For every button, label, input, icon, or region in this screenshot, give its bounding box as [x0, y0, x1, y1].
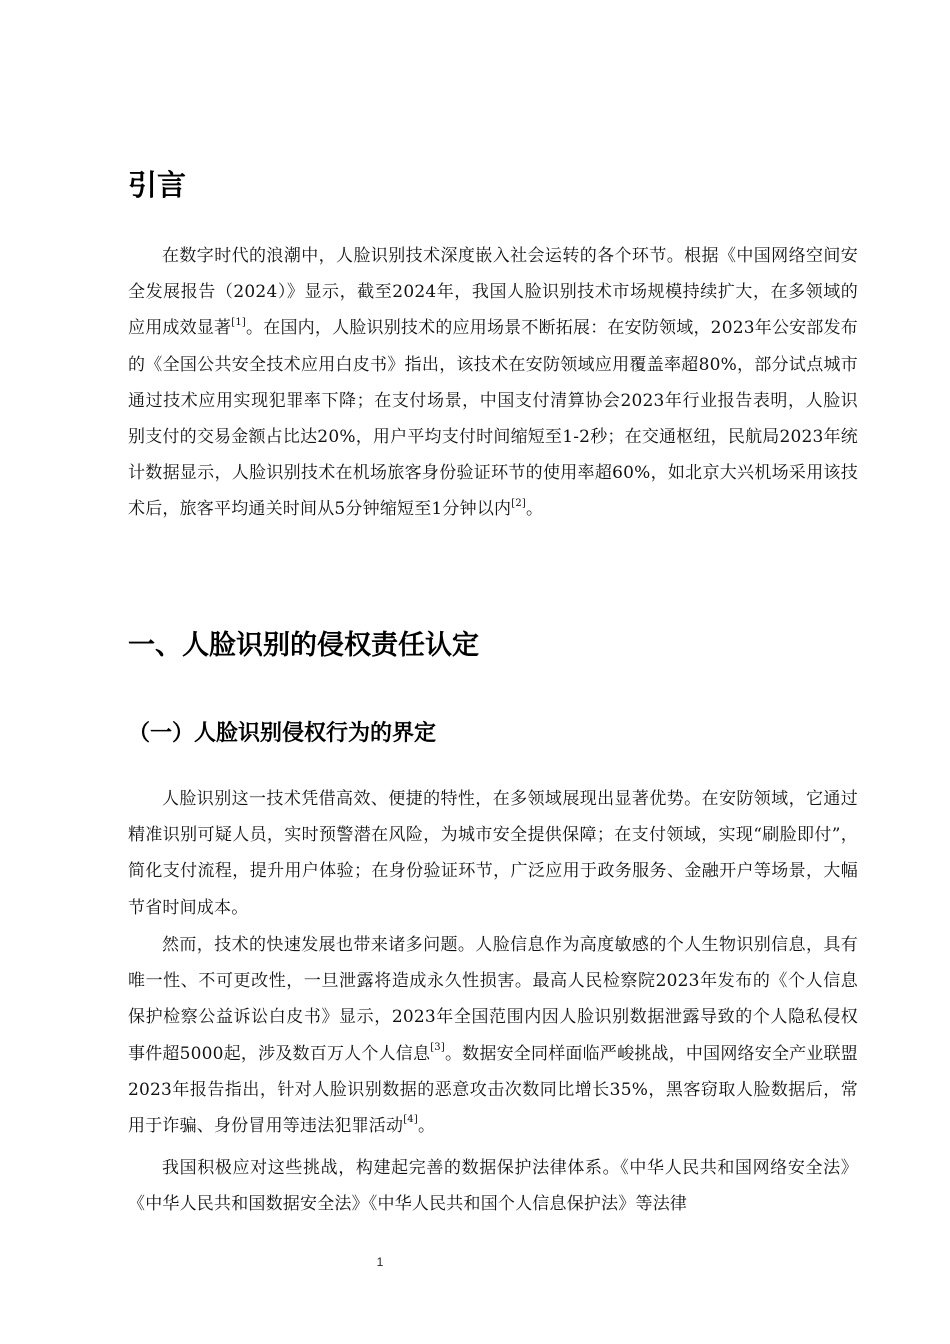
heading-section-1: 一、人脸识别的侵权责任认定 [128, 630, 479, 661]
paragraph-text: 。 [417, 1116, 436, 1137]
paragraph-text: 然而，技术的快速发展也带来诸多问题。人脸信息作为高度敏感的个人生物识别信息，具有唯一性、不可更改性，一旦泄露将造成永久性损害。最高人民检察院2023年发布的《个人信息保护检察公益诉讼白皮书》显示，2023年全国范围内因人脸识别数据泄露导致的个人隐私侵权事件超5000起，涉及数百万人个人信息 [128, 935, 858, 1064]
paragraph-intro [128, 238, 858, 528]
paragraph-text: 在数字时代的浪潮中，人脸识别技术深度嵌入社会运转的各个环节。根据《中国网络空间安全发展报告（2024）》显示，截至2024年，我国人脸识别技术市场规模持续扩大，在多领域的应用成效显著 [128, 246, 858, 339]
citation-ref-1: [1] [231, 316, 247, 328]
paragraph-legal-framework: 我国积极应对这些挑战，构建起完善的数据保护法律体系。《中华人民共和国网络安全法》《中华人民共和国数据安全法》《中华人民共和国个人信息保护法》等法律 [128, 1158, 858, 1215]
heading-introduction: 引言 [128, 168, 187, 202]
paragraph-text: 。 [526, 499, 544, 520]
paragraph-text: 。数据安全同样面临严峻挑战，中国网络安全产业联盟2023年报告指出，针对人脸识别数据的恶意攻击次数同比增长35%，黑客窃取人脸数据后，常用于诈骗、身份冒用等违法犯罪活动 [128, 1043, 858, 1137]
paragraph-advantages: 人脸识别这一技术凭借高效、便捷的特性，在多领域展现出显著优势。在安防领域，它通过精准识别可疑人员，实时预警潜在风险，为城市安全提供保障；在支付领域，实现“刷脸即付”，简化支付流程，提升用户体验；在身份验证环节，广泛应用于政务服务、金融开户等场景，大幅节省时间成本。 [128, 789, 858, 918]
citation-ref-2: [2] [511, 497, 526, 509]
paragraph-text: 。在国内，人脸识别技术的应用场景不断拓展：在安防领域，2023年公安部发布的《全国公共安全技术应用白皮书》指出，该技术在安防领域应用覆盖率超80%，部分试点城市通过技术应用实现犯罪率下降；在支付场景，中国支付清算协会2023年行业报告表明，人脸识别支付的交易金额占比达20%，用户平均支付时间缩短至1-2秒；在交通枢纽，民航局2023年统计数据显示，人脸识别技术在机场旅客身份验证环节的使用率超60%，如北京大兴机场采用该技术后，旅客平均通关时间从5分钟缩短至1分钟以内 [128, 318, 858, 520]
citation-ref-3: [3] [430, 1041, 445, 1053]
page-number: 1 [376, 1255, 384, 1269]
heading-subsection-1: （一）人脸识别侵权行为的界定 [128, 721, 437, 746]
citation-ref-4: [4] [403, 1114, 418, 1126]
paragraph-problems [128, 927, 858, 1144]
